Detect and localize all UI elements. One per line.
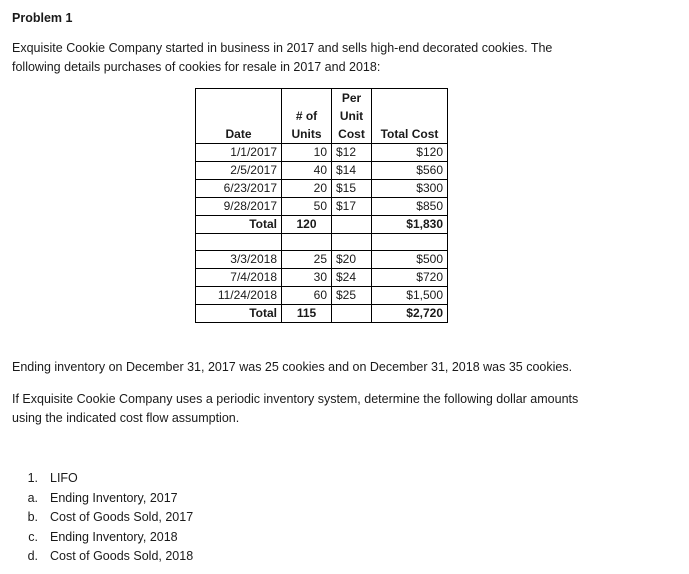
table-row <box>196 198 448 216</box>
total-units: 120 <box>282 216 332 234</box>
cell-date: 1/1/2017 <box>196 144 282 162</box>
list-item <box>12 469 193 489</box>
table-header-row <box>196 89 448 144</box>
empty-cell <box>372 234 448 251</box>
header-cost-bottom: Cost <box>338 127 365 141</box>
problem-title: Problem 1 <box>12 11 73 25</box>
cell-unit-cost: $15 <box>332 180 372 198</box>
cell-unit-cost: $20 <box>332 251 372 269</box>
total-units: 115 <box>282 305 332 323</box>
cell-unit-cost: $12 <box>332 144 372 162</box>
cell-total-cost: $850 <box>372 198 448 216</box>
cell-unit-cost: $25 <box>332 287 372 305</box>
empty-cell <box>332 305 372 323</box>
list-marker: b. <box>27 510 38 524</box>
header-date: Date <box>196 89 282 144</box>
question-paragraph <box>12 390 578 428</box>
list-item-text: Cost of Goods Sold, 2018 <box>50 549 194 563</box>
cell-date: 11/24/2018 <box>196 287 282 305</box>
intro-line-2: following details purchases of cookies for resale in 2017 and 2018: <box>12 60 381 74</box>
empty-cell <box>332 216 372 234</box>
cell-total-cost: $720 <box>372 269 448 287</box>
list-item-text: Cost of Goods Sold, 2017 <box>50 510 194 524</box>
ending-inventory-text: Ending inventory on December 31, 2017 was 25 cookies and on December 31, 2018 was 35 cookies. <box>12 360 573 374</box>
total-cost-sum: $2,720 <box>372 305 448 323</box>
list-marker: d. <box>27 549 38 563</box>
spacer-row <box>196 234 448 251</box>
cell-total-cost: $300 <box>372 180 448 198</box>
list-marker: c. <box>28 529 38 544</box>
total-label: Total <box>196 216 282 234</box>
list-item-text: LIFO <box>50 471 78 485</box>
cell-total-cost: $500 <box>372 251 448 269</box>
purchases-table <box>195 88 448 323</box>
cell-units: 60 <box>282 287 332 305</box>
list-item <box>12 489 193 509</box>
cell-total-cost: $120 <box>372 144 448 162</box>
empty-cell <box>282 234 332 251</box>
cell-total-cost: $1,500 <box>372 287 448 305</box>
list-item <box>12 547 193 567</box>
cell-units: 50 <box>282 198 332 216</box>
list-marker: 1. <box>27 471 38 485</box>
question-list <box>12 469 193 567</box>
table-row <box>196 251 448 269</box>
intro-line-1: Exquisite Cookie Company started in business in 2017 and sells high-end decorated cookies. The <box>12 41 553 55</box>
list-item-text: Ending Inventory, 2018 <box>50 529 178 544</box>
total-label: Total <box>196 305 282 323</box>
empty-cell <box>332 234 372 251</box>
cell-date: 9/28/2017 <box>196 198 282 216</box>
cell-units: 30 <box>282 269 332 287</box>
list-item <box>12 528 193 548</box>
cell-unit-cost: $17 <box>332 198 372 216</box>
intro-paragraph <box>12 39 552 77</box>
list-item <box>12 508 193 528</box>
header-cost-top: Per <box>341 91 362 105</box>
header-units <box>282 89 332 144</box>
header-units-bottom: Units <box>291 127 322 141</box>
cell-date: 3/3/2018 <box>196 251 282 269</box>
cell-date: 7/4/2018 <box>196 269 282 287</box>
cell-date: 6/23/2017 <box>196 180 282 198</box>
list-item-text: Ending Inventory, 2017 <box>50 490 178 505</box>
table-row <box>196 180 448 198</box>
cell-total-cost: $560 <box>372 162 448 180</box>
cell-units: 20 <box>282 180 332 198</box>
table-row <box>196 287 448 305</box>
cell-units: 25 <box>282 251 332 269</box>
total-cost-sum: $1,830 <box>372 216 448 234</box>
header-total-cost: Total Cost <box>372 89 448 144</box>
total-row-2017 <box>196 216 448 234</box>
total-row-2018 <box>196 305 448 323</box>
list-marker: a. <box>27 490 38 505</box>
table-row <box>196 144 448 162</box>
table-row <box>196 162 448 180</box>
cell-unit-cost: $14 <box>332 162 372 180</box>
question-line-1: If Exquisite Cookie Company uses a periodic inventory system, determine the following dollar amounts <box>12 392 579 406</box>
question-line-2: using the indicated cost flow assumption. <box>12 411 240 425</box>
empty-cell <box>196 234 282 251</box>
cell-unit-cost: $24 <box>332 269 372 287</box>
header-cost <box>332 89 372 144</box>
cell-units: 10 <box>282 144 332 162</box>
header-units-top: # of <box>295 109 318 123</box>
table-row <box>196 269 448 287</box>
header-cost-mid: Unit <box>339 109 364 123</box>
cell-units: 40 <box>282 162 332 180</box>
cell-date: 2/5/2017 <box>196 162 282 180</box>
